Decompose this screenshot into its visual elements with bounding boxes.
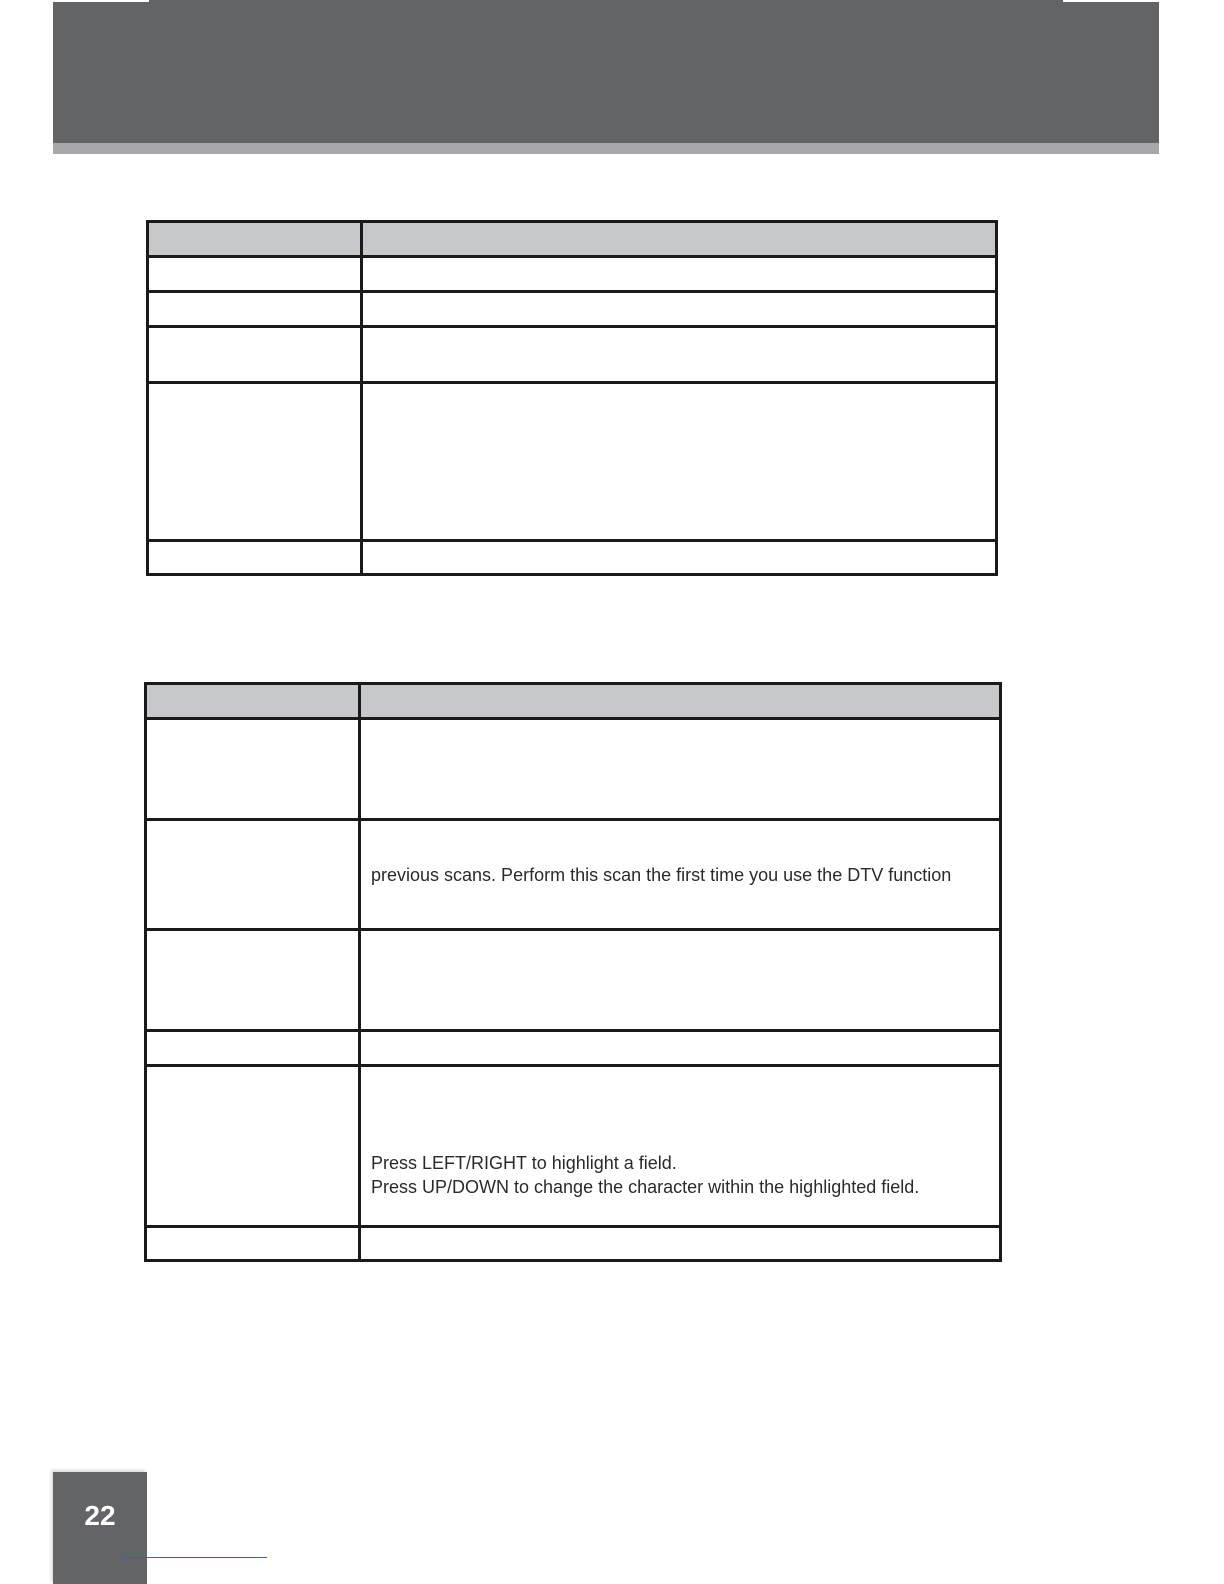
column-header-description <box>360 684 1001 719</box>
table-row <box>146 930 1001 1031</box>
table-row <box>148 292 997 327</box>
setting-cell <box>146 820 360 930</box>
column-header-setting <box>146 684 360 719</box>
table-row <box>146 1066 1001 1227</box>
setting-cell <box>146 1227 360 1261</box>
header-notch-left <box>53 0 149 2</box>
table-header-row <box>148 222 997 257</box>
description-line: Press UP/DOWN to change the character within the highlighted field. <box>371 1177 920 1197</box>
setting-cell <box>146 1066 360 1227</box>
table-row <box>148 541 997 575</box>
description-cell <box>360 1066 1001 1227</box>
description-line: previous scans. Perform this scan the first time you use the DTV function <box>371 864 952 885</box>
description-cell <box>362 383 997 541</box>
description-cell <box>360 820 1001 930</box>
description-cell <box>360 719 1001 820</box>
description-cell <box>362 541 997 575</box>
table-header-row <box>146 684 1001 719</box>
page-header-underline <box>53 143 1159 154</box>
description-cell <box>362 257 997 292</box>
footer-link-underline <box>124 1557 267 1558</box>
setting-cell <box>146 930 360 1031</box>
table-row <box>146 719 1001 820</box>
setting-cell <box>146 1031 360 1066</box>
setting-cell <box>148 327 362 383</box>
header-notch-right <box>1063 0 1159 2</box>
table-row <box>148 257 997 292</box>
description-line: Press LEFT/RIGHT to highlight a field. <box>371 1153 677 1173</box>
setting-cell <box>148 383 362 541</box>
setting-cell <box>148 541 362 575</box>
description-cell <box>360 1227 1001 1261</box>
column-header-setting <box>148 222 362 257</box>
table-row <box>148 327 997 383</box>
table-row <box>148 383 997 541</box>
column-header-description <box>362 222 997 257</box>
settings-table-1 <box>146 220 998 576</box>
table-row <box>146 1031 1001 1066</box>
description-cell <box>362 292 997 327</box>
description-cell <box>360 930 1001 1031</box>
table-row <box>146 1227 1001 1261</box>
description-cell <box>360 1031 1001 1066</box>
page-header-band <box>53 0 1159 143</box>
page-number: 22 <box>84 1500 116 1531</box>
page-number-tab <box>53 1472 147 1584</box>
settings-table-2 <box>144 682 1002 1262</box>
setting-cell <box>146 719 360 820</box>
description-cell <box>362 327 997 383</box>
setting-cell <box>148 292 362 327</box>
setting-cell <box>148 257 362 292</box>
table-row <box>146 820 1001 930</box>
